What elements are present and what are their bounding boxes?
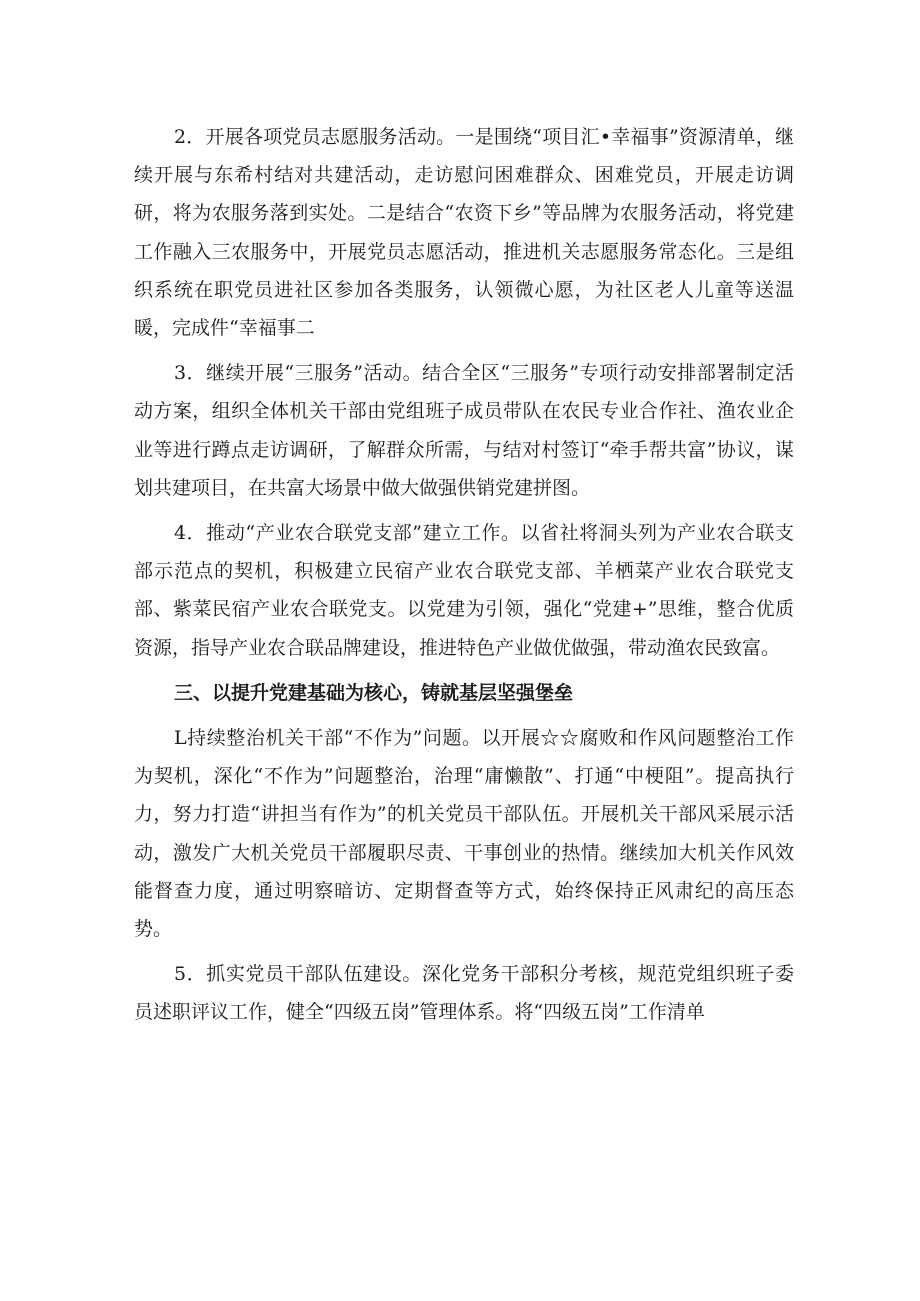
paragraph-item-3: 3．继续开展“三服务”活动。结合全区“三服务”专项行动安排部署制定活动方案，组织全体机关干部由党组班子成员带队在农民专业合作社、渔农业企业等进行蹲点走访调研，了解群众所需，与结对村签订“牵手帮共富”协议，谋划共建项目，在共富大场景中做大做强供销党建拼图。 (134, 362, 794, 499)
section-heading: 三、以提升党建基础为核心，铸就基层坚强堡垒 (174, 681, 574, 704)
paragraph-item-2: 2．开展各项党员志愿服务活动。一是围绕“项目汇•幸福事”资源清单，继续开展与东希村结对共建活动，走访慰问困难群众、困难党员，开展走访调研，将为农服务落到实处。二是结合“农资下乡”等品牌为农服务活动，将党建工作融入三农服务中，开展党员志愿活动，推进机关志愿服务常态化。三是组织系统在职党员进社区参加各类服务，认领微心愿，为社区老人儿童等送温暖，完成件“幸福事二 (134, 126, 794, 340)
paragraph-item-4: 4．推动“产业农合联党支部”建立工作。以省社将洞头列为产业农合联支部示范点的契机，积极建立民宿产业农合联党支部、羊栖菜产业农合联党支部、紫菜民宿产业农合联党支。以党建为引领，强化“党建+”思维，整合优质资源，指导产业农合联品牌建设，推进特色产业做优做强，带动渔农民致富。 (134, 522, 794, 659)
paragraph-item-5: 5．抓实党员干部队伍建设。深化党务干部积分考核，规范党组织班子委员述职评议工作，健全“四级五岗”管理体系。将“四级五岗”工作清单 (134, 963, 794, 1024)
document-body (134, 118, 794, 1039)
paragraph-item-1: L持续整治机关干部“不作为”问题。以开展☆☆腐败和作风问题整治工作为契机，深化“不作为”问题整治，治理“庸懒散”、打通“中梗阻”。提高执行力，努力打造“讲担当有作为”的机关党员干部队伍。开展机关干部风采展示活动，激发广大机关党员干部履职尽责、干事创业的热情。继续加大机关作风效能督查力度，通过明察暗访、定期督查等方式，始终保持正风肃纪的高压态势。 (134, 727, 794, 941)
